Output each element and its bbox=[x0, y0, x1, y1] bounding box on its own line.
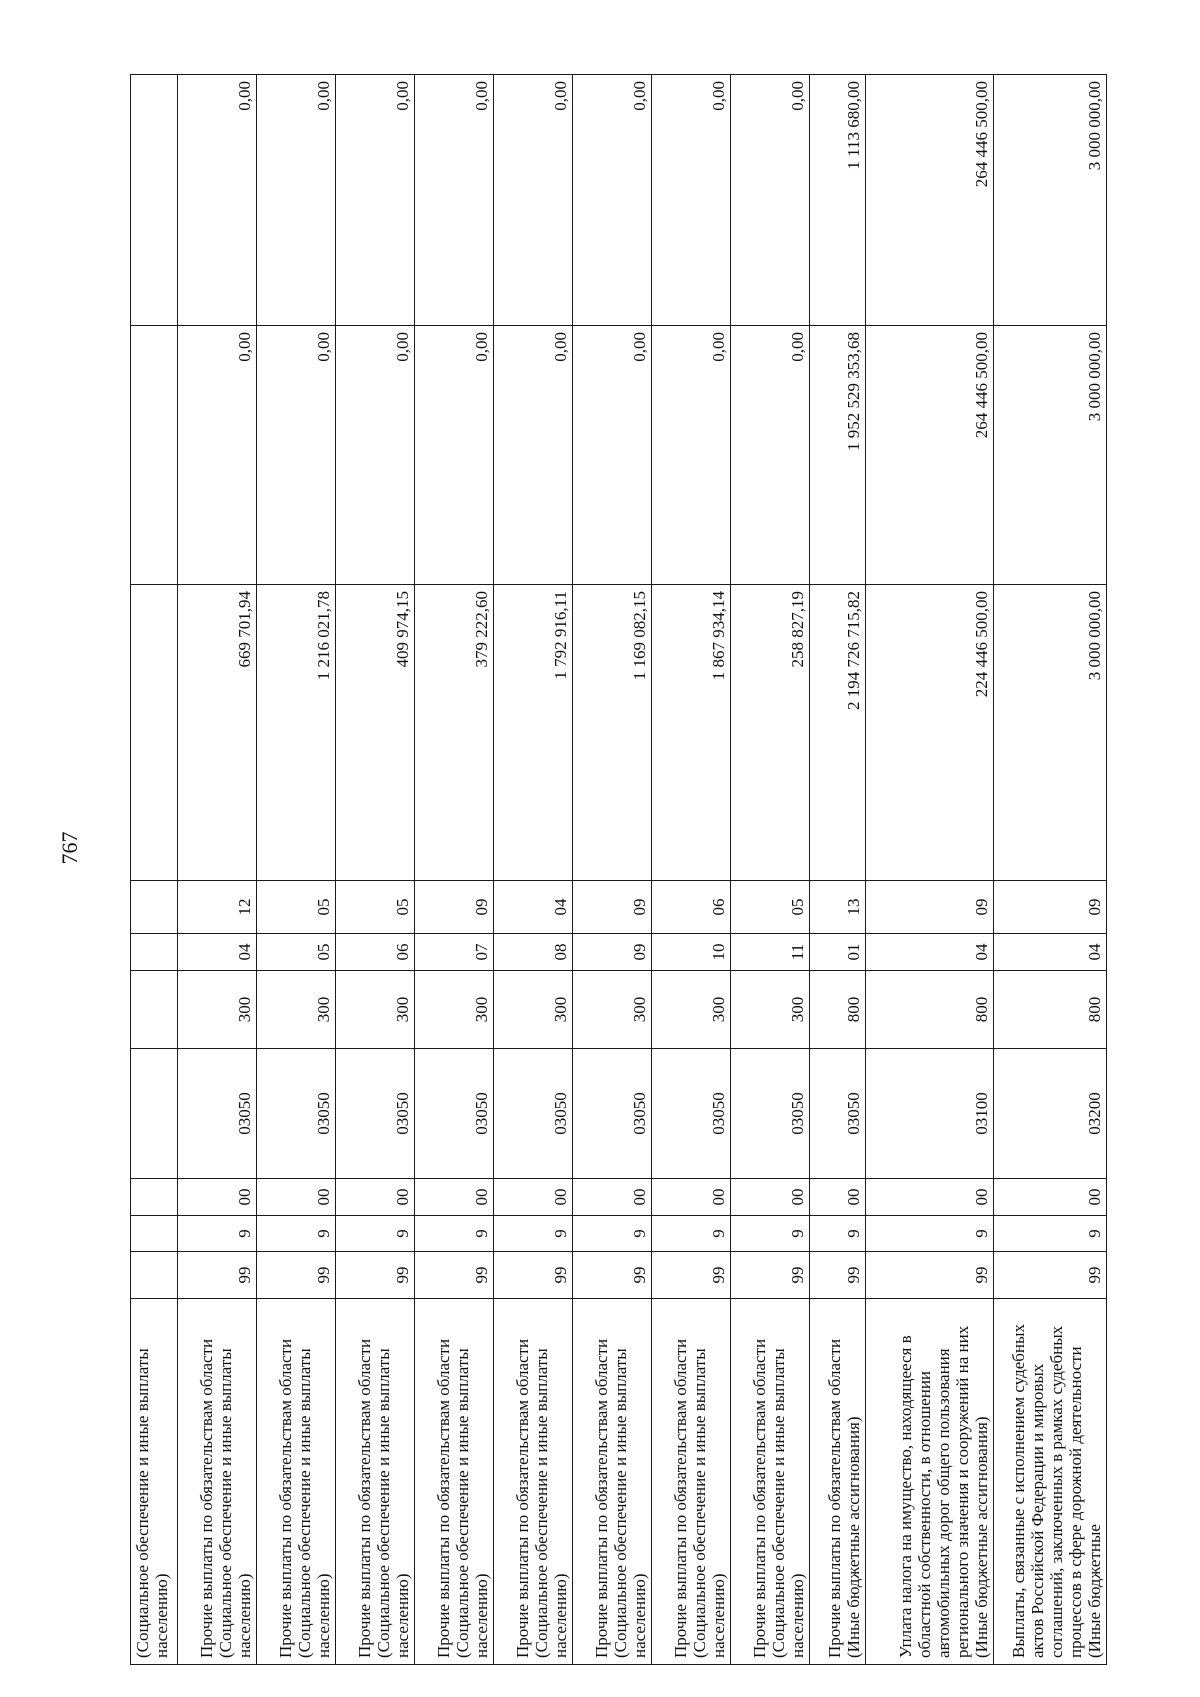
code-section: 09 bbox=[573, 934, 652, 971]
code-direction: 03050 bbox=[573, 1049, 652, 1179]
code-expense-type: 800 bbox=[994, 971, 1107, 1049]
code-subsection: 09 bbox=[573, 881, 652, 934]
amount-year-1: 409 974,15 bbox=[336, 585, 415, 881]
code-subprogram: 9 bbox=[731, 1216, 810, 1252]
code-expense-type: 300 bbox=[415, 971, 494, 1049]
code-direction bbox=[131, 1049, 178, 1179]
table-row bbox=[131, 75, 178, 1665]
amount-year-2: 0,00 bbox=[336, 326, 415, 585]
amount-year-3: 0,00 bbox=[336, 75, 415, 326]
code-section: 04 bbox=[866, 934, 994, 971]
amount-year-1: 1 792 916,11 bbox=[494, 585, 573, 881]
code-main-event: 00 bbox=[415, 1179, 494, 1216]
row-description: Прочие выплаты по обязательствам области (Иные бюджетные ассигнования) bbox=[810, 1299, 866, 1665]
amount-year-1: 1 169 082,15 bbox=[573, 585, 652, 881]
code-main-event: 00 bbox=[866, 1179, 994, 1216]
code-program: 99 bbox=[994, 1252, 1107, 1299]
code-subprogram: 9 bbox=[652, 1216, 731, 1252]
code-subprogram: 9 bbox=[178, 1216, 257, 1252]
code-section: 04 bbox=[178, 934, 257, 971]
row-description: Прочие выплаты по обязательствам области (Социальное обеспечение и иные выплаты населению) bbox=[336, 1299, 415, 1665]
amount-year-2: 0,00 bbox=[415, 326, 494, 585]
amount-year-3: 0,00 bbox=[731, 75, 810, 326]
code-expense-type: 800 bbox=[810, 971, 866, 1049]
code-subprogram bbox=[131, 1216, 178, 1252]
code-subprogram: 9 bbox=[336, 1216, 415, 1252]
code-subprogram: 9 bbox=[494, 1216, 573, 1252]
code-section bbox=[131, 934, 178, 971]
amount-year-2 bbox=[131, 326, 178, 585]
code-expense-type: 300 bbox=[494, 971, 573, 1049]
amount-year-1: 3 000 000,00 bbox=[994, 585, 1107, 881]
code-subsection: 04 bbox=[494, 881, 573, 934]
code-section: 01 bbox=[810, 934, 866, 971]
code-subsection: 09 bbox=[866, 881, 994, 934]
amount-year-3: 0,00 bbox=[494, 75, 573, 326]
row-description: Прочие выплаты по обязательствам области (Социальное обеспечение и иные выплаты населению) bbox=[494, 1299, 573, 1665]
code-direction: 03050 bbox=[731, 1049, 810, 1179]
code-section: 11 bbox=[731, 934, 810, 971]
amount-year-2: 0,00 bbox=[573, 326, 652, 585]
code-program: 99 bbox=[415, 1252, 494, 1299]
code-subsection: 05 bbox=[336, 881, 415, 934]
code-program: 99 bbox=[810, 1252, 866, 1299]
row-description: Прочие выплаты по обязательствам области (Социальное обеспечение и иные выплаты населению) bbox=[178, 1299, 257, 1665]
amount-year-1 bbox=[131, 585, 178, 881]
amount-year-2: 264 446 500,00 bbox=[866, 326, 994, 585]
row-description: Прочие выплаты по обязательствам области (Социальное обеспечение и иные выплаты населению) bbox=[573, 1299, 652, 1665]
code-subprogram: 9 bbox=[415, 1216, 494, 1252]
code-expense-type: 300 bbox=[336, 971, 415, 1049]
table-row bbox=[336, 75, 415, 1665]
code-direction: 03100 bbox=[866, 1049, 994, 1179]
code-main-event: 00 bbox=[652, 1179, 731, 1216]
amount-year-2: 0,00 bbox=[178, 326, 257, 585]
code-subsection: 05 bbox=[731, 881, 810, 934]
code-program: 99 bbox=[178, 1252, 257, 1299]
code-expense-type: 300 bbox=[573, 971, 652, 1049]
code-subprogram: 9 bbox=[573, 1216, 652, 1252]
amount-year-1: 2 194 726 715,82 bbox=[810, 585, 866, 881]
table-row bbox=[731, 75, 810, 1665]
amount-year-2: 0,00 bbox=[257, 326, 336, 585]
code-direction: 03050 bbox=[494, 1049, 573, 1179]
budget-table bbox=[130, 74, 1107, 1665]
amount-year-2: 0,00 bbox=[731, 326, 810, 585]
amount-year-3: 0,00 bbox=[652, 75, 731, 326]
code-section: 10 bbox=[652, 934, 731, 971]
table-row bbox=[178, 75, 257, 1665]
amount-year-2: 3 000 000,00 bbox=[994, 326, 1107, 585]
code-section: 06 bbox=[336, 934, 415, 971]
code-subsection: 05 bbox=[257, 881, 336, 934]
row-description: Прочие выплаты по обязательствам области (Социальное обеспечение и иные выплаты населению) bbox=[257, 1299, 336, 1665]
code-subsection bbox=[131, 881, 178, 934]
amount-year-3: 0,00 bbox=[178, 75, 257, 326]
amount-year-3: 0,00 bbox=[415, 75, 494, 326]
table-row bbox=[652, 75, 731, 1665]
row-description: Уплата налога на имущество, находящееся в областной собственности, в отношении автомобильных дорог общего пользования регионального значения и сооружений на них (Иные бюджетные ассигнования) bbox=[866, 1299, 994, 1665]
page-number: 767 bbox=[57, 831, 82, 865]
table-row bbox=[257, 75, 336, 1665]
code-direction: 03050 bbox=[178, 1049, 257, 1179]
code-section: 08 bbox=[494, 934, 573, 971]
table-row bbox=[494, 75, 573, 1665]
amount-year-3: 0,00 bbox=[573, 75, 652, 326]
code-subprogram: 9 bbox=[866, 1216, 994, 1252]
code-main-event: 00 bbox=[573, 1179, 652, 1216]
code-section: 04 bbox=[994, 934, 1107, 971]
code-program bbox=[131, 1252, 178, 1299]
code-direction: 03200 bbox=[994, 1049, 1107, 1179]
code-direction: 03050 bbox=[652, 1049, 731, 1179]
code-subprogram: 9 bbox=[994, 1216, 1107, 1252]
amount-year-2: 0,00 bbox=[652, 326, 731, 585]
code-program: 99 bbox=[494, 1252, 573, 1299]
code-direction: 03050 bbox=[810, 1049, 866, 1179]
code-subsection: 12 bbox=[178, 881, 257, 934]
code-main-event: 00 bbox=[494, 1179, 573, 1216]
code-direction: 03050 bbox=[336, 1049, 415, 1179]
amount-year-1: 1 216 021,78 bbox=[257, 585, 336, 881]
code-main-event bbox=[131, 1179, 178, 1216]
row-description: Выплаты, связанные с исполнением судебных актов Российской Федерации и мировых соглашений, заключенных в рамках судебных процессов в сфере дорожной деятельности (Иные бюджетные bbox=[994, 1299, 1107, 1665]
row-description: Прочие выплаты по обязательствам области (Социальное обеспечение и иные выплаты населению) bbox=[731, 1299, 810, 1665]
code-program: 99 bbox=[652, 1252, 731, 1299]
code-subsection: 09 bbox=[994, 881, 1107, 934]
row-description: Прочие выплаты по обязательствам области (Социальное обеспечение и иные выплаты населению) bbox=[415, 1299, 494, 1665]
budget-table-container bbox=[130, 75, 1104, 1665]
code-main-event: 00 bbox=[336, 1179, 415, 1216]
amount-year-1: 379 222,60 bbox=[415, 585, 494, 881]
amount-year-3 bbox=[131, 75, 178, 326]
code-subsection: 09 bbox=[415, 881, 494, 934]
amount-year-1: 669 701,94 bbox=[178, 585, 257, 881]
table-row bbox=[994, 75, 1107, 1665]
amount-year-3: 264 446 500,00 bbox=[866, 75, 994, 326]
amount-year-1: 258 827,19 bbox=[731, 585, 810, 881]
code-section: 05 bbox=[257, 934, 336, 971]
code-expense-type: 800 bbox=[866, 971, 994, 1049]
code-program: 99 bbox=[731, 1252, 810, 1299]
code-subsection: 13 bbox=[810, 881, 866, 934]
amount-year-3: 1 113 680,00 bbox=[810, 75, 866, 326]
code-subprogram: 9 bbox=[810, 1216, 866, 1252]
row-description: Прочие выплаты по обязательствам области (Социальное обеспечение и иные выплаты населению) bbox=[652, 1299, 731, 1665]
code-main-event: 00 bbox=[178, 1179, 257, 1216]
code-program: 99 bbox=[257, 1252, 336, 1299]
amount-year-1: 224 446 500,00 bbox=[866, 585, 994, 881]
table-row bbox=[573, 75, 652, 1665]
code-program: 99 bbox=[573, 1252, 652, 1299]
code-expense-type: 300 bbox=[257, 971, 336, 1049]
amount-year-3: 3 000 000,00 bbox=[994, 75, 1107, 326]
code-program: 99 bbox=[866, 1252, 994, 1299]
code-section: 07 bbox=[415, 934, 494, 971]
code-subsection: 06 bbox=[652, 881, 731, 934]
row-description: (Социальное обеспечение и иные выплаты населению) bbox=[131, 1299, 178, 1665]
amount-year-1: 1 867 934,14 bbox=[652, 585, 731, 881]
code-direction: 03050 bbox=[415, 1049, 494, 1179]
table-row bbox=[866, 75, 994, 1665]
code-main-event: 00 bbox=[810, 1179, 866, 1216]
code-expense-type: 300 bbox=[731, 971, 810, 1049]
amount-year-3: 0,00 bbox=[257, 75, 336, 326]
code-subprogram: 9 bbox=[257, 1216, 336, 1252]
code-expense-type: 300 bbox=[178, 971, 257, 1049]
code-expense-type: 300 bbox=[652, 971, 731, 1049]
amount-year-2: 0,00 bbox=[494, 326, 573, 585]
table-row bbox=[415, 75, 494, 1665]
code-main-event: 00 bbox=[257, 1179, 336, 1216]
code-main-event: 00 bbox=[731, 1179, 810, 1216]
amount-year-2: 1 952 529 353,68 bbox=[810, 326, 866, 585]
table-row bbox=[810, 75, 866, 1665]
code-expense-type bbox=[131, 971, 178, 1049]
code-main-event: 00 bbox=[994, 1179, 1107, 1216]
code-program: 99 bbox=[336, 1252, 415, 1299]
code-direction: 03050 bbox=[257, 1049, 336, 1179]
